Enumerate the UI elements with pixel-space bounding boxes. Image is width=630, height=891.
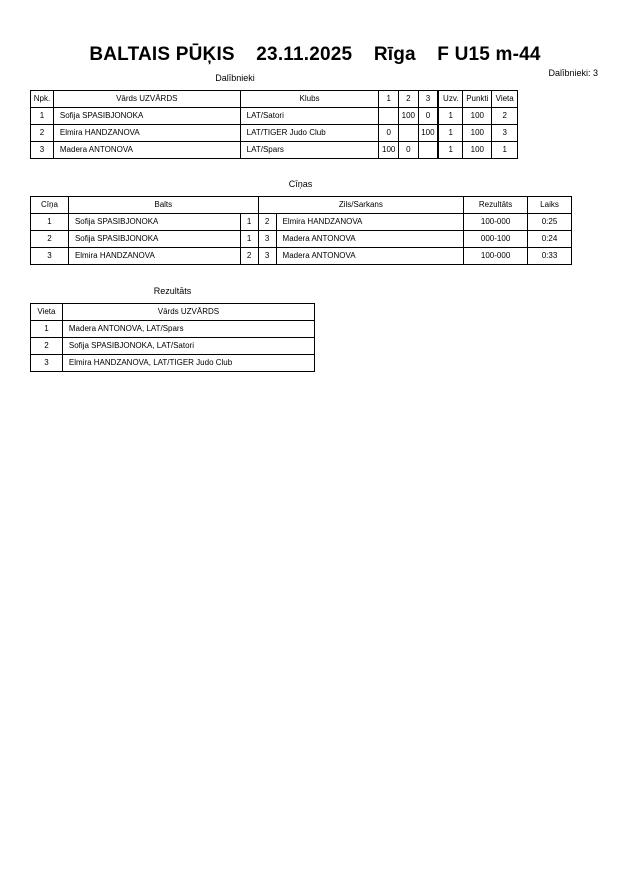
cell-time: 0:33 — [528, 248, 572, 265]
cell-points: 100 — [463, 125, 492, 142]
cell-result: 100-000 — [464, 214, 528, 231]
table-row — [31, 125, 518, 142]
cell-white-name: Elmira HANDZANOVA — [68, 248, 240, 265]
cell-score-1: 100 — [379, 142, 399, 159]
cell-score-2 — [399, 125, 419, 142]
col-name: Vārds UZVĀRDS — [53, 91, 240, 108]
table-row — [31, 355, 315, 372]
col-wins: Uzv. — [438, 91, 463, 108]
cell-score-3 — [418, 142, 438, 159]
fights-table — [30, 196, 572, 265]
cell-score-1 — [379, 108, 399, 125]
cell-fight-no: 2 — [31, 231, 69, 248]
cell-name: Elmira HANDZANOVA — [53, 125, 240, 142]
page-title — [0, 44, 630, 66]
cell-blue-no: 3 — [258, 231, 276, 248]
cell-score-3: 0 — [418, 108, 438, 125]
cell-place: 3 — [492, 125, 518, 142]
cell-name-club: Madera ANTONOVA, LAT/Spars — [62, 321, 314, 338]
cell-white-name: Sofija SPASIBJONOKA — [68, 231, 240, 248]
participants-count: Dalībnieki: 3 — [548, 68, 598, 78]
cell-result: 000-100 — [464, 231, 528, 248]
cell-points: 100 — [463, 108, 492, 125]
table-row — [31, 321, 315, 338]
cell-place: 1 — [31, 321, 63, 338]
results-caption: Rezultāts — [153, 286, 192, 296]
col-fight: Cīņa — [31, 197, 69, 214]
cell-name-club: Elmira HANDZANOVA, LAT/TIGER Judo Club — [62, 355, 314, 372]
table-row — [31, 108, 518, 125]
cell-fight-no: 1 — [31, 214, 69, 231]
cell-blue-name: Elmira HANDZANOVA — [276, 214, 464, 231]
cell-club: LAT/TIGER Judo Club — [240, 125, 379, 142]
fights-header-row — [31, 197, 572, 214]
table-row — [31, 142, 518, 159]
cell-name: Madera ANTONOVA — [53, 142, 240, 159]
cell-wins: 1 — [438, 125, 463, 142]
col-npk: Npk. — [31, 91, 54, 108]
cell-score-2: 100 — [399, 108, 419, 125]
cell-points: 100 — [463, 142, 492, 159]
cell-white-name: Sofija SPASIBJONOKA — [68, 214, 240, 231]
table-row — [31, 338, 315, 355]
col-place: Vieta — [492, 91, 518, 108]
col-club: Klubs — [240, 91, 379, 108]
cell-blue-no: 2 — [258, 214, 276, 231]
results-table — [30, 303, 315, 372]
cell-result: 100-000 — [464, 248, 528, 265]
cell-club: LAT/Spars — [240, 142, 379, 159]
cell-wins: 1 — [438, 108, 463, 125]
col-2: 2 — [399, 91, 419, 108]
cell-npk: 1 — [31, 108, 54, 125]
event-city: Rīga — [373, 44, 416, 65]
cell-blue-name: Madera ANTONOVA — [276, 231, 464, 248]
col-points: Punkti — [463, 91, 492, 108]
cell-time: 0:24 — [528, 231, 572, 248]
cell-white-no: 1 — [240, 231, 258, 248]
col-time: Laiks — [528, 197, 572, 214]
cell-wins: 1 — [438, 142, 463, 159]
cell-score-2: 0 — [399, 142, 419, 159]
cell-place: 3 — [31, 355, 63, 372]
col-blue-red: Zils/Sarkans — [258, 197, 464, 214]
event-date: 23.11.2025 — [256, 44, 353, 65]
cell-club: LAT/Satori — [240, 108, 379, 125]
cell-score-1: 0 — [379, 125, 399, 142]
col-result: Rezultāts — [464, 197, 528, 214]
participants-header-row — [31, 91, 518, 108]
cell-name-club: Sofija SPASIBJONOKA, LAT/Satori — [62, 338, 314, 355]
event-category: F U15 m-44 — [437, 44, 541, 65]
col-3: 3 — [418, 91, 438, 108]
cell-npk: 3 — [31, 142, 54, 159]
cell-place: 2 — [492, 108, 518, 125]
fights-caption: Cīņas — [288, 179, 313, 189]
col-place: Vieta — [31, 304, 63, 321]
cell-score-3: 100 — [418, 125, 438, 142]
col-1: 1 — [379, 91, 399, 108]
cell-time: 0:25 — [528, 214, 572, 231]
cell-white-no: 1 — [240, 214, 258, 231]
cell-place: 1 — [492, 142, 518, 159]
cell-blue-name: Madera ANTONOVA — [276, 248, 464, 265]
participants-caption: Dalībnieki — [215, 73, 255, 83]
table-row — [31, 231, 572, 248]
col-white: Balts — [68, 197, 258, 214]
col-name: Vārds UZVĀRDS — [62, 304, 314, 321]
cell-place: 2 — [31, 338, 63, 355]
cell-white-no: 2 — [240, 248, 258, 265]
cell-name: Sofija SPASIBJONOKA — [53, 108, 240, 125]
cell-npk: 2 — [31, 125, 54, 142]
event-name: BALTAIS PŪĶIS — [89, 44, 235, 65]
cell-blue-no: 3 — [258, 248, 276, 265]
table-row — [31, 248, 572, 265]
results-header-row — [31, 304, 315, 321]
table-row — [31, 214, 572, 231]
cell-fight-no: 3 — [31, 248, 69, 265]
participants-table — [30, 90, 518, 159]
